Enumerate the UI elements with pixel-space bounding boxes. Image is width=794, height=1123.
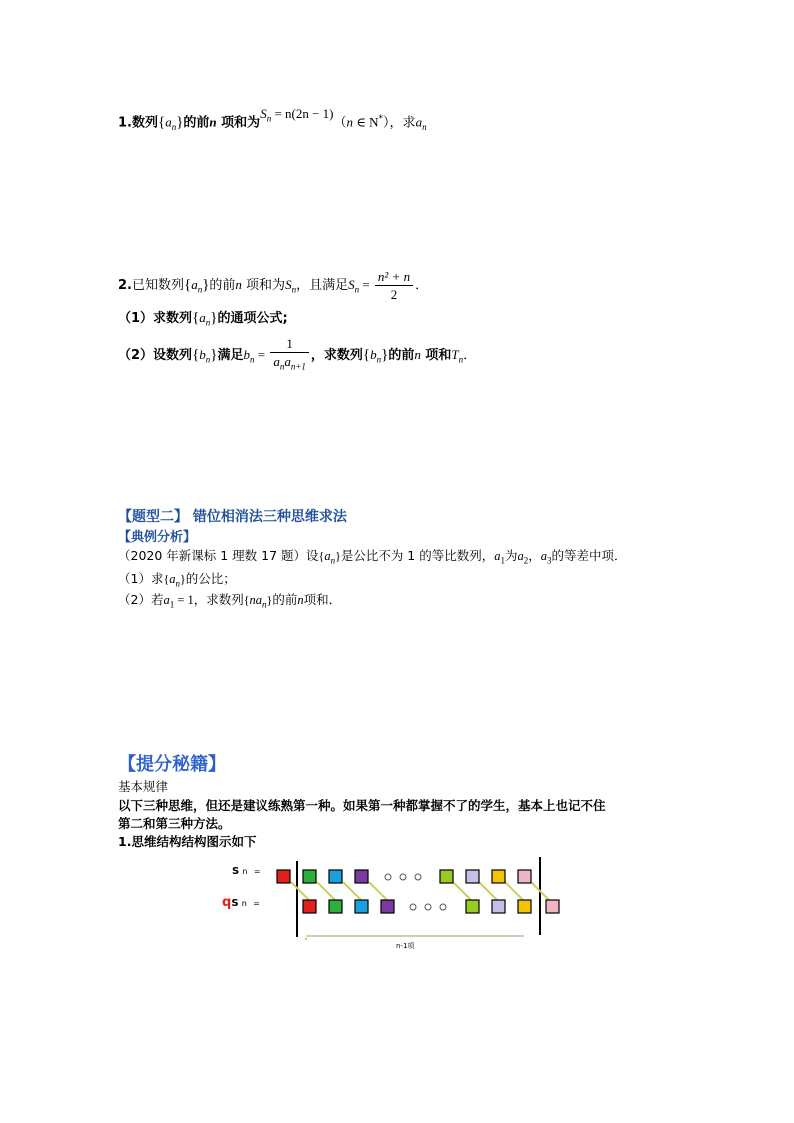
row2-square-blue [355, 900, 368, 913]
example-part-1: （1）求$\{a_n\}$的公比； [118, 571, 236, 589]
tips-line-3: 第二和第三种方法。 [118, 816, 231, 831]
bottom-span-label: n-1项 [396, 942, 415, 950]
row1-square-blue [329, 870, 342, 883]
diagram-svg [210, 855, 580, 955]
connectors [291, 882, 549, 900]
section-heading: 【题型二】 错位相消法三种思维求法 [118, 509, 347, 525]
q1-formula: $S_n = n(2n - 1)$ [260, 106, 334, 124]
row2-square-yellow [518, 900, 531, 913]
row1-square-green [303, 870, 316, 883]
row2-square-red [303, 900, 316, 913]
row1-squares [277, 870, 531, 883]
q2-part2-fraction: $\frac{1}{a_na_{n+1}}$ [270, 335, 309, 376]
row1-label: S n = [232, 866, 261, 877]
row2-square-lime [466, 900, 479, 913]
row2-square-lavender [492, 900, 505, 913]
row2-square-pink [546, 900, 559, 913]
row2-square-purple [381, 900, 394, 913]
tips-heading: 【提分秘籍】 [118, 754, 226, 775]
row1-square-yellow [492, 870, 505, 883]
tips-line-1: 基本规律 [118, 779, 169, 794]
section-sub-heading: 【典例分析】 [118, 530, 197, 545]
tips-line-2: 以下三种思维，但还是建议练熟第一种。如果第一种都掌握不了的学生，基本上也记不住 [118, 798, 606, 813]
example-problem: （2020 年新课标 1 理数 17 题）设$\{a_n\}$是公比不为 1 的等比数列，$a_1$为$a_2$，$a_3$的等差中项． [118, 548, 627, 566]
dislocation-diagram [210, 855, 580, 955]
row2-square-green [329, 900, 342, 913]
row1-square-red [277, 870, 290, 883]
question-2-part-1: （1）求数列$\{a_n\}$的通项公式; [118, 310, 288, 328]
tips-line-4: 1.思维结构结构图示如下 [118, 834, 257, 849]
example-part-2: （2）若$a_1 = 1$，求数列$\{na_n\}$的前n项和． [118, 592, 342, 610]
q1-number: 1. [118, 115, 132, 131]
row1-square-lavender [466, 870, 479, 883]
row1-square-lime [440, 870, 453, 883]
q2-fraction: $\frac{\text{n² + n}}{2}$ [375, 268, 413, 303]
row2-label: qS n = [222, 895, 260, 910]
question-1: 1.数列$\{a_n\}$的前n 项和为$S_n = n(2n - 1)(n$ ∈ N*），求$a_n$ [118, 106, 427, 132]
question-2: 2.已知数列$\{a_n\}$的前n 项和为$S_n$，且满足$S_n$ = $\frac{\text{n² + n}}{2}$ ． [118, 269, 429, 302]
row1-square-pink [518, 870, 531, 883]
q2-number: 2. [118, 278, 132, 293]
row1-square-purple [355, 870, 368, 883]
question-2-part-2: （2）设数列$\{b_n\}$满足$b_n$ = $\frac{1}{a_na_{n+1}}$ ，求数列$\{b_n\}$的前n 项和$T_n$． [118, 335, 476, 377]
